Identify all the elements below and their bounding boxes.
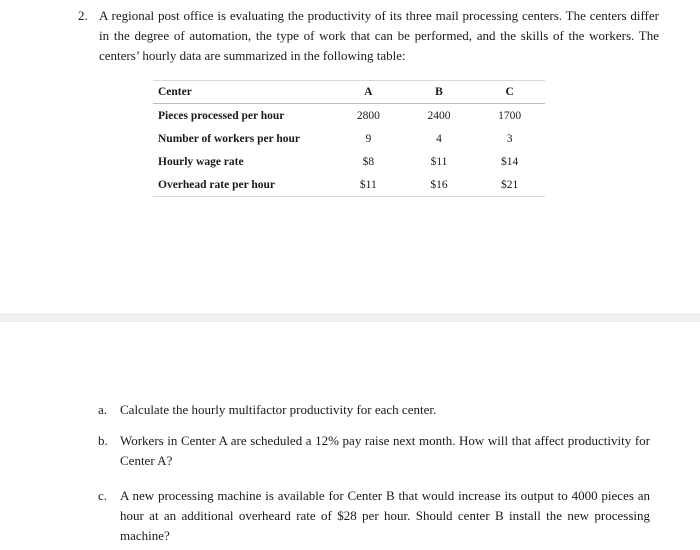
table-row bbox=[153, 127, 545, 150]
table-cell: 9 bbox=[365, 132, 372, 145]
header-center-label: Center bbox=[153, 81, 333, 104]
table-cell: 1700 bbox=[498, 109, 522, 122]
table-row bbox=[153, 173, 545, 197]
row-label: Pieces processed per hour bbox=[158, 109, 285, 122]
table-cell: 2400 bbox=[427, 109, 451, 122]
table-cell: $14 bbox=[501, 155, 519, 168]
subquestion-text: A new processing machine is available for Center B that would increase its output to 4000 pieces an hour at an additional overheard rate of $28 per hour. Should center B install the new processing machine? bbox=[120, 488, 650, 543]
table-header-row bbox=[153, 81, 545, 104]
table-cell: 2800 bbox=[356, 109, 380, 122]
table-cell: $11 bbox=[430, 155, 448, 168]
table-cell: $16 bbox=[404, 173, 475, 197]
table-cell: $11 bbox=[333, 173, 404, 197]
subquestion-text: Calculate the hourly multifactor productivity for each center. bbox=[120, 402, 437, 417]
page-divider bbox=[0, 314, 700, 322]
question-text: A regional post office is evaluating the productivity of its three mail processing centers. The centers differ in the degree of automation, the type of work that can be performed, and the skills of the workers. The centers’ hourly data are summarized in the following table: bbox=[99, 8, 659, 63]
table-row bbox=[153, 150, 545, 173]
row-label: Overhead rate per hour bbox=[153, 173, 333, 197]
subquestion-text: Workers in Center A are scheduled a 12% pay raise next month. How will that affect productivity for Center A? bbox=[120, 433, 650, 468]
row-label: Number of workers per hour bbox=[158, 132, 301, 145]
table-cell: 4 bbox=[436, 132, 442, 145]
subquestion-letter: a. bbox=[98, 402, 108, 417]
table-cell: 3 bbox=[506, 132, 513, 145]
center-data-table bbox=[153, 80, 545, 197]
header-col-c: C bbox=[474, 81, 545, 104]
subquestion-letter: b. bbox=[98, 433, 108, 448]
subquestion-letter: c. bbox=[98, 488, 108, 503]
table-cell: $8 bbox=[362, 155, 375, 168]
table-cell: $21 bbox=[474, 173, 545, 197]
row-label: Hourly wage rate bbox=[158, 155, 244, 168]
header-col-a: A bbox=[333, 81, 404, 104]
header-col-b: B bbox=[404, 81, 475, 104]
table-row bbox=[153, 104, 545, 128]
question-number: 2. bbox=[78, 8, 88, 23]
